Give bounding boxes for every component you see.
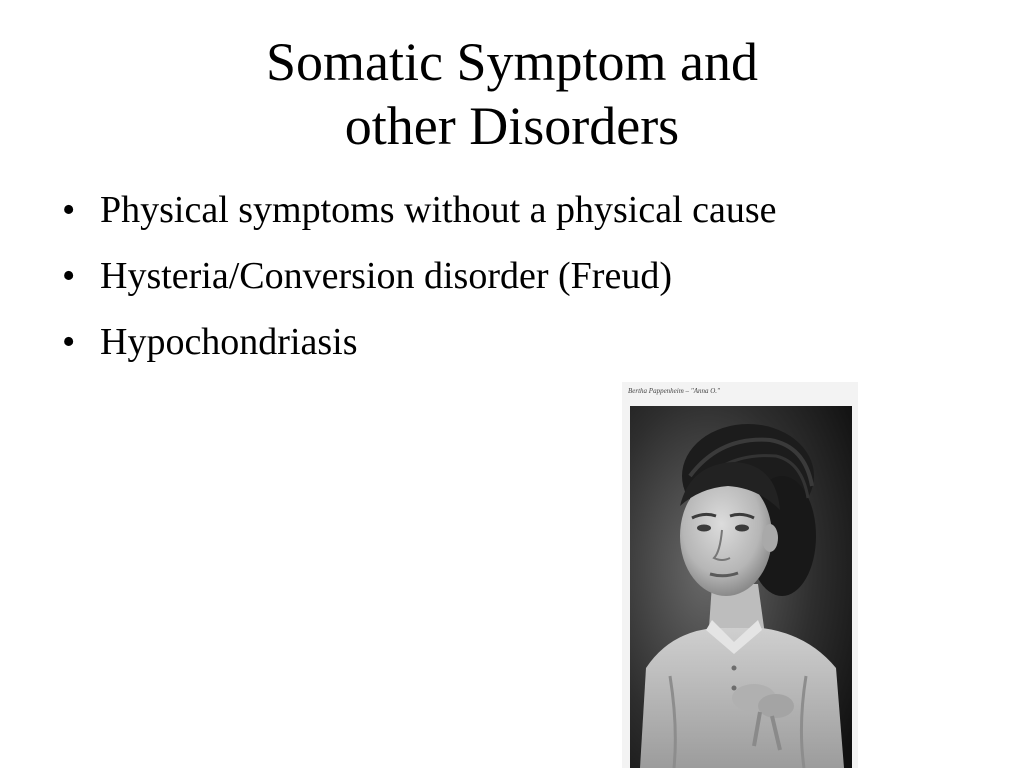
bullet-text: Physical symptoms without a physical cause	[100, 189, 777, 231]
slide-title-line-1: Somatic Symptom and	[266, 32, 758, 92]
bullet-icon: •	[62, 189, 76, 231]
portrait-photo	[630, 406, 852, 768]
slide-title-line-2: other Disorders	[344, 96, 680, 156]
bullet-item	[58, 188, 777, 232]
bullet-text: Hypochondriasis	[100, 321, 358, 363]
bullet-item	[58, 320, 777, 364]
portrait-photo-frame	[622, 382, 858, 768]
bullet-item	[58, 254, 777, 298]
bullet-icon: •	[62, 321, 76, 363]
slide-title	[0, 30, 1024, 158]
bullet-list	[58, 188, 777, 386]
photo-caption: Bertha Pappenheim – "Anna O."	[628, 387, 721, 395]
bullet-icon: •	[62, 255, 76, 297]
bullet-text: Hysteria/Conversion disorder (Freud)	[100, 255, 672, 297]
